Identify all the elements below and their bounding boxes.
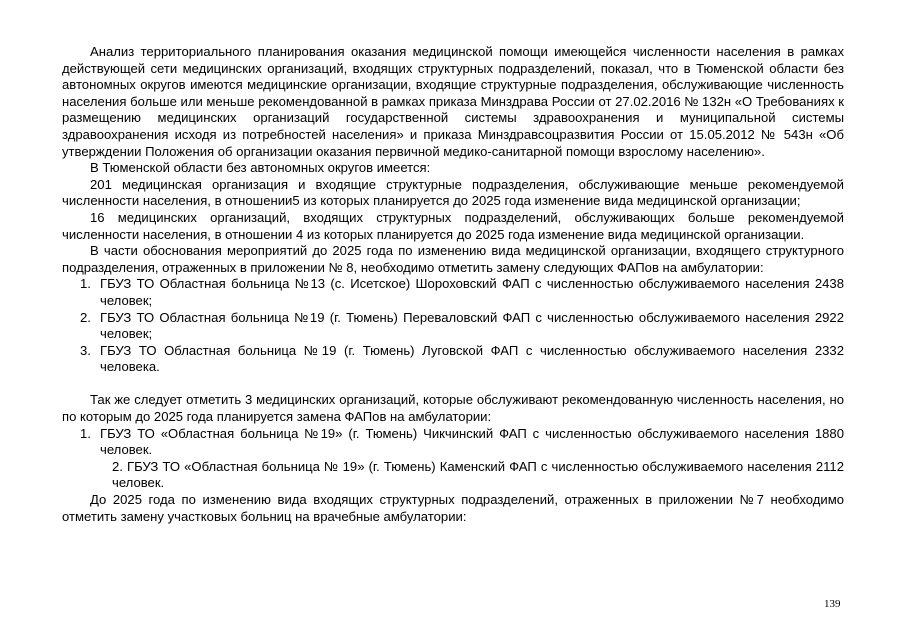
list-item-number: 1. bbox=[80, 276, 91, 292]
paragraph-hospitals: До 2025 года по изменению вида входящих структурных подразделений, отраженных в приложении №7 необходимо отметить замену участковых больниц на врачебные амбулатории: bbox=[62, 492, 844, 524]
list-item-text: ГБУЗ ТО Областная больница №13 (с. Исетское) Шороховский ФАП с численностью обслуживаемого населения 2438 человек; bbox=[100, 276, 844, 308]
page-number: 139 bbox=[824, 598, 841, 610]
list-item bbox=[62, 343, 844, 376]
list-item bbox=[62, 276, 844, 309]
paragraph-analysis: Анализ территориального планирования оказания медицинской помощи имеющейся численности населения в рамках действующей сети медицинских организаций, входящих структурных подразделений, показал, что в Тюменской области без автономных округов имеются медицинские организации, входящие структурные подразделения, обслуживающие численность населения больше или меньше рекомендованной в рамках приказа Минздрава России от 27.02.2016 № 132н «О Требованиях к размещению медицинских организаций государственной системы здравоохранения и муниципальной системы здравоохранения исходя из потребностей населения» и приказа Минздравсоцразвития России от 15.05.2012 № 543н «Об утверждении Положения об организации оказания первичной медико-санитарной помощи взрослому населению». bbox=[62, 44, 844, 159]
list-item-text: 2. ГБУЗ ТО «Областная больница № 19» (г. Тюмень) Каменский ФАП с численностью обслуживаемого населения 2112 человек. bbox=[112, 458, 844, 491]
paragraph-justification: В части обоснования мероприятий до 2025 года по изменению вида медицинской организации, входящего структурного подразделения, отраженных в приложении № 8, необходимо отметить замену следующих ФАПов на амбулатории: bbox=[62, 243, 844, 275]
fap-replacement-list bbox=[62, 276, 844, 376]
list-item-number: 1. bbox=[80, 425, 91, 441]
document-page bbox=[62, 44, 844, 525]
paragraph-under-capacity: 201 медицинская организация и входящие структурные подразделения, обслуживающие меньше рекомендуемой численности населения, в отношении5 из которых планируется до 2025 года изменение вида медицинской организации; bbox=[62, 176, 844, 209]
paragraph-recommended: Так же следует отметить 3 медицинских организаций, которые обслуживают рекомендованную численность населения, но по которым до 2025 года планируется замена ФАПов на амбулатории: bbox=[62, 392, 844, 425]
list-item-text: ГБУЗ ТО Областная больница №19 (г. Тюмень) Переваловский ФАП с численностью обслуживаемого населения 2922 человек; bbox=[100, 309, 844, 342]
list-item-number: 2. bbox=[80, 309, 91, 325]
paragraph-over-capacity: 16 медицинских организаций, входящих структурных подразделений, обслуживающих больше рекомендуемой численности населения, в отношении 4 из которых планируется до 2025 года изменение вида медицинской организации. bbox=[62, 209, 844, 242]
list-item-text: ГБУЗ ТО Областная больница №19 (г. Тюмень) Луговской ФАП с численностью обслуживаемого населения 2332 человека. bbox=[100, 342, 844, 375]
paragraph-region-intro: В Тюменской области без автономных округов имеется: bbox=[90, 160, 431, 176]
blank-line bbox=[62, 376, 844, 393]
fap-ambulatory-list bbox=[62, 426, 844, 492]
list-item bbox=[62, 426, 844, 459]
list-item bbox=[62, 459, 844, 492]
list-item-text: ГБУЗ ТО «Областная больница №19» (г. Тюмень) Чикчинский ФАП с численностью обслуживаемого населения 1880 человек. bbox=[100, 425, 844, 458]
list-item bbox=[62, 310, 844, 343]
list-item-number: 3. bbox=[80, 342, 91, 358]
